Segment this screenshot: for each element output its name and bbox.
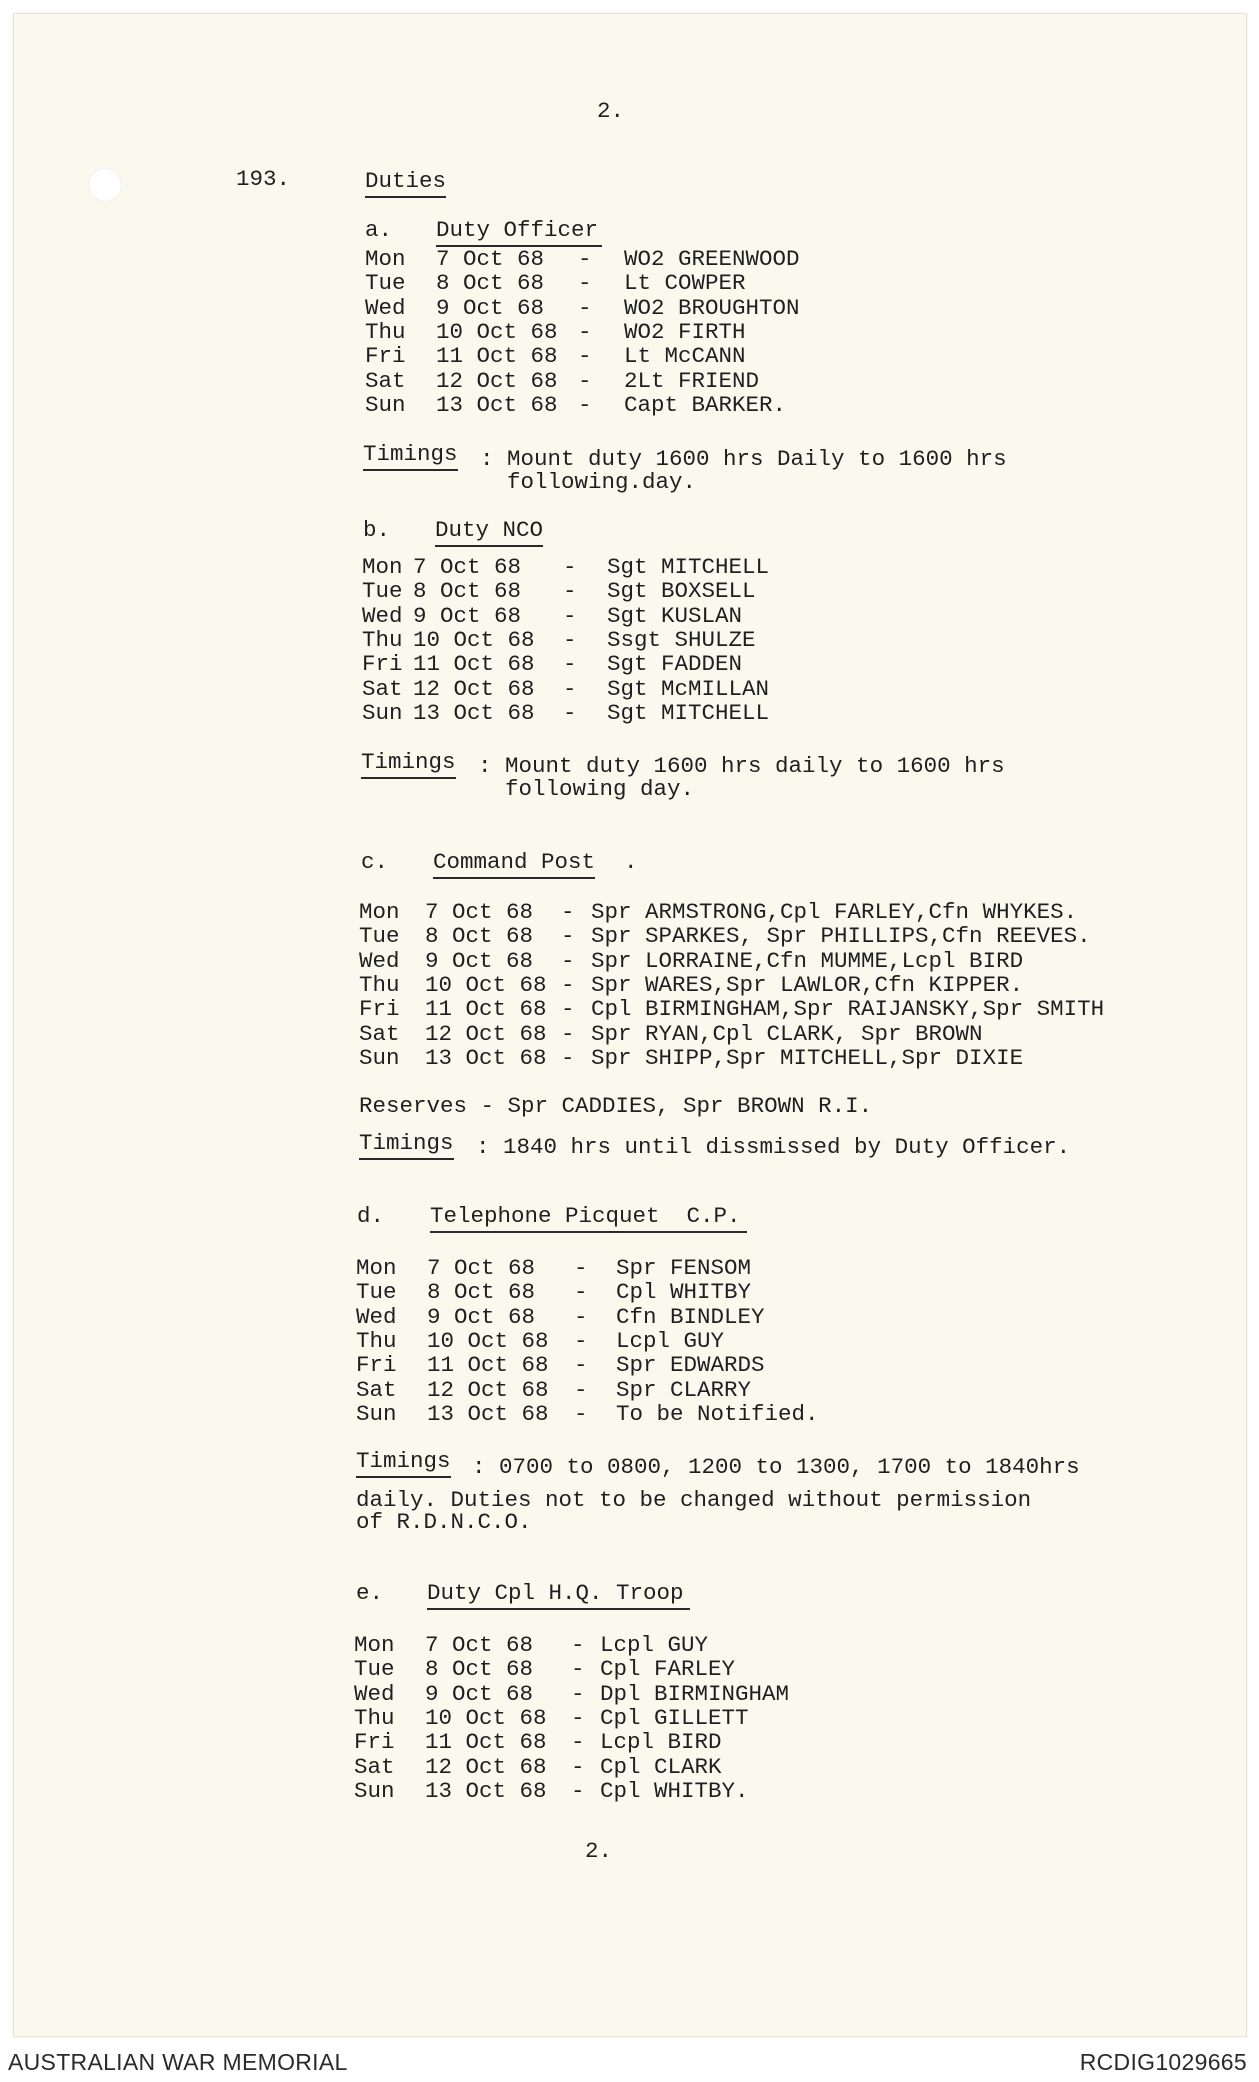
- roster-name: To be Notified.: [616, 1400, 819, 1427]
- roster-dash: -: [561, 899, 575, 925]
- roster-row: [0, 1376, 1259, 1403]
- roster-day: Fri: [362, 651, 403, 678]
- roster-row: [0, 1658, 1259, 1682]
- roster-date: 10 Oct 68: [425, 971, 547, 998]
- roster-name: Ssgt SHULZE: [607, 626, 756, 653]
- page-number-bottom: 2.: [585, 1838, 613, 1864]
- roster-dash: -: [571, 1753, 585, 1780]
- roster-row: [0, 925, 1259, 949]
- roster-name: Capt BARKER.: [624, 391, 787, 418]
- roster-name: Spr FENSOM: [616, 1255, 752, 1281]
- roster-day: Tue: [362, 578, 403, 605]
- roster-row: [0, 1303, 1259, 1330]
- roster-row: [0, 1020, 1259, 1047]
- roster-name: Spr SPARKES, Spr PHILLIPS,Cfn REEVES.: [591, 923, 1091, 950]
- section-c-letter: c.: [361, 849, 389, 875]
- section-b-timings-line2: following day.: [505, 776, 695, 802]
- roster-row: [0, 901, 1259, 925]
- section-c-title: Command Post: [433, 851, 595, 879]
- roster-date: 7 Oct 68: [413, 554, 522, 580]
- roster-day: Sun: [356, 1400, 397, 1427]
- paragraph-title: Duties: [365, 170, 446, 198]
- section-c-timings-line1: : 1840 hrs until dissmissed by Duty Officer.: [476, 1134, 1071, 1160]
- roster-name: Lt McCANN: [624, 343, 746, 370]
- roster-row: [0, 1731, 1259, 1755]
- roster-name: Spr LORRAINE,Cfn MUMME,Lcpl BIRD: [591, 947, 1024, 974]
- roster-name: Sgt MITCHELL: [607, 699, 770, 726]
- roster-name: Dpl BIRMINGHAM: [600, 1680, 790, 1707]
- section-d-timings-line1: : 0700 to 0800, 1200 to 1300, 1700 to 1840hrs: [472, 1454, 1080, 1480]
- roster-day: Thu: [365, 318, 406, 345]
- roster-name: Sgt McMILLAN: [607, 675, 770, 702]
- section-b-title: Duty NCO: [435, 519, 543, 547]
- roster-dash: -: [574, 1255, 588, 1281]
- roster-name: Sgt BOXSELL: [607, 578, 756, 605]
- roster-date: 10 Oct 68: [413, 626, 535, 653]
- roster-date: 7 Oct 68: [425, 1632, 534, 1658]
- roster-day: Mon: [356, 1255, 397, 1281]
- roster-day: Sat: [359, 1020, 400, 1047]
- roster-day: Tue: [354, 1656, 395, 1683]
- roster-date: 13 Oct 68: [436, 391, 558, 418]
- roster-day: Wed: [365, 294, 406, 321]
- roster-dash: -: [563, 651, 577, 678]
- roster-row: [0, 580, 1259, 604]
- section-d-letter: d.: [357, 1203, 385, 1229]
- roster-dash: -: [578, 270, 592, 297]
- roster-row: [0, 1753, 1259, 1780]
- roster-date: 12 Oct 68: [427, 1376, 549, 1403]
- roster-name: Cpl CLARK: [600, 1753, 722, 1780]
- roster-dash: -: [574, 1327, 588, 1354]
- roster-day: Wed: [362, 602, 403, 629]
- roster-name: WO2 FIRTH: [624, 318, 746, 345]
- roster-dash: -: [574, 1352, 588, 1379]
- roster-dash: -: [561, 947, 575, 974]
- section-b-timings-label: Timings: [361, 751, 456, 779]
- roster-date: 9 Oct 68: [425, 947, 534, 974]
- section-d-title: Telephone Picquet C.P.: [430, 1205, 747, 1233]
- roster-name: WO2 BROUGHTON: [624, 294, 800, 321]
- roster-date: 8 Oct 68: [427, 1279, 536, 1306]
- roster-date: 7 Oct 68: [427, 1255, 536, 1281]
- roster-name: Cpl BIRMINGHAM,Spr RAIJANSKY,Spr SMITH: [591, 996, 1105, 1023]
- roster-day: Fri: [354, 1729, 395, 1756]
- roster-dash: -: [574, 1376, 588, 1403]
- section-a-timings-line2: following.day.: [507, 469, 697, 495]
- roster-dash: -: [563, 554, 577, 580]
- roster-date: 9 Oct 68: [413, 602, 522, 629]
- roster-name: Spr EDWARDS: [616, 1352, 765, 1379]
- archive-id-label: RCDIG1029665: [1079, 2049, 1247, 2075]
- section-c-reserves: Reserves - Spr CADDIES, Spr BROWN R.I.: [359, 1093, 873, 1119]
- roster-date: 11 Oct 68: [425, 996, 547, 1023]
- roster-row: [0, 653, 1259, 677]
- roster-name: Cpl GILLETT: [600, 1704, 749, 1731]
- roster-day: Thu: [362, 626, 403, 653]
- roster-dash: -: [561, 971, 575, 998]
- roster-date: 12 Oct 68: [425, 1020, 547, 1047]
- roster-dash: -: [571, 1680, 585, 1707]
- roster-date: 12 Oct 68: [425, 1753, 547, 1780]
- section-e-title: Duty Cpl H.Q. Troop: [427, 1582, 690, 1610]
- roster-name: WO2 GREENWOOD: [624, 246, 800, 272]
- roster-dash: -: [571, 1729, 585, 1756]
- roster-date: 11 Oct 68: [425, 1729, 547, 1756]
- roster-date: 11 Oct 68: [436, 343, 558, 370]
- roster-day: Sun: [359, 1044, 400, 1071]
- roster-row: [0, 675, 1259, 702]
- roster-date: 11 Oct 68: [413, 651, 535, 678]
- roster-name: Sgt MITCHELL: [607, 554, 770, 580]
- section-d-timings-line2: daily. Duties not to be changed without permission: [356, 1487, 1032, 1513]
- roster-dash: -: [563, 699, 577, 726]
- roster-day: Sat: [365, 367, 406, 394]
- roster-dash: -: [578, 367, 592, 394]
- roster-row: [0, 248, 1259, 272]
- roster-name: Spr CLARRY: [616, 1376, 752, 1403]
- roster-day: Fri: [365, 343, 406, 370]
- roster-row: [0, 1044, 1259, 1071]
- roster-date: 13 Oct 68: [427, 1400, 549, 1427]
- roster-name: Sgt KUSLAN: [607, 602, 743, 629]
- roster-dash: -: [571, 1704, 585, 1731]
- roster-day: Sun: [362, 699, 403, 726]
- roster-day: Wed: [354, 1680, 395, 1707]
- roster-day: Mon: [354, 1632, 395, 1658]
- roster-dash: -: [563, 675, 577, 702]
- roster-row: [0, 602, 1259, 629]
- roster-dash: -: [578, 391, 592, 418]
- roster-date: 10 Oct 68: [425, 1704, 547, 1731]
- roster-date: 10 Oct 68: [436, 318, 558, 345]
- roster-row: [0, 1704, 1259, 1731]
- roster-date: 8 Oct 68: [436, 270, 545, 297]
- roster-dash: -: [574, 1279, 588, 1306]
- roster-day: Fri: [359, 996, 400, 1023]
- roster-name: Lcpl BIRD: [600, 1729, 722, 1756]
- roster-day: Fri: [356, 1352, 397, 1379]
- section-a-letter: a.: [365, 217, 393, 243]
- roster-dash: -: [578, 343, 592, 370]
- section-d-timings-label: Timings: [356, 1450, 451, 1478]
- roster-day: Mon: [359, 899, 400, 925]
- section-e-letter: e.: [356, 1580, 384, 1606]
- roster-date: 8 Oct 68: [425, 1656, 534, 1683]
- roster-name: Lcpl GUY: [600, 1632, 709, 1658]
- roster-row: [0, 1400, 1259, 1427]
- roster-day: Wed: [356, 1303, 397, 1330]
- roster-day: Mon: [365, 246, 406, 272]
- roster-row: [0, 272, 1259, 296]
- roster-row: [0, 367, 1259, 394]
- roster-dash: -: [563, 626, 577, 653]
- roster-name: Spr SHIPP,Spr MITCHELL,Spr DIXIE: [591, 1044, 1024, 1071]
- roster-name: Lt COWPER: [624, 270, 746, 297]
- roster-name: Spr ARMSTRONG,Cpl FARLEY,Cfn WHYKES.: [591, 899, 1078, 925]
- roster-name: Lcpl GUY: [616, 1327, 725, 1354]
- roster-dash: -: [563, 578, 577, 605]
- roster-date: 7 Oct 68: [436, 246, 545, 272]
- section-b-letter: b.: [363, 517, 391, 543]
- roster-date: 9 Oct 68: [427, 1303, 536, 1330]
- roster-dash: -: [563, 602, 577, 629]
- roster-row: [0, 1777, 1259, 1804]
- roster-date: 9 Oct 68: [425, 1680, 534, 1707]
- section-c-title-suffix: .: [624, 849, 638, 875]
- roster-row: [0, 1327, 1259, 1354]
- roster-date: 11 Oct 68: [427, 1352, 549, 1379]
- roster-day: Sun: [354, 1777, 395, 1804]
- roster-name: Cpl WHITBY: [616, 1279, 752, 1306]
- roster-dash: -: [574, 1303, 588, 1330]
- roster-name: Cpl FARLEY: [600, 1656, 736, 1683]
- roster-day: Tue: [356, 1279, 397, 1306]
- roster-dash: -: [574, 1400, 588, 1427]
- section-d-timings-line3: of R.D.N.C.O.: [356, 1509, 532, 1535]
- roster-day: Sat: [354, 1753, 395, 1780]
- roster-row: [0, 556, 1259, 580]
- roster-dash: -: [561, 996, 575, 1023]
- roster-dash: -: [561, 923, 575, 950]
- roster-row: [0, 1634, 1259, 1658]
- roster-dash: -: [571, 1656, 585, 1683]
- roster-row: [0, 1281, 1259, 1305]
- roster-name: Cpl WHITBY.: [600, 1777, 749, 1804]
- roster-row: [0, 626, 1259, 653]
- roster-day: Thu: [356, 1327, 397, 1354]
- roster-name: 2Lt FRIEND: [624, 367, 760, 394]
- roster-row: [0, 391, 1259, 418]
- roster-row: [0, 345, 1259, 369]
- roster-date: 13 Oct 68: [425, 1044, 547, 1071]
- section-a-title: Duty Officer: [436, 219, 602, 247]
- roster-dash: -: [561, 1020, 575, 1047]
- roster-name: Sgt FADDEN: [607, 651, 743, 678]
- paragraph-number: 193.: [236, 166, 291, 192]
- roster-day: Thu: [354, 1704, 395, 1731]
- roster-dash: -: [578, 294, 592, 321]
- roster-day: Wed: [359, 947, 400, 974]
- roster-date: 12 Oct 68: [413, 675, 535, 702]
- page-number-top: 2.: [597, 98, 625, 124]
- roster-day: Thu: [359, 971, 400, 998]
- roster-row: [0, 699, 1259, 726]
- roster-row: [0, 971, 1259, 998]
- roster-row: [0, 1257, 1259, 1281]
- roster-date: 12 Oct 68: [436, 367, 558, 394]
- archive-source-label: AUSTRALIAN WAR MEMORIAL: [8, 2049, 348, 2075]
- roster-date: 8 Oct 68: [413, 578, 522, 605]
- roster-day: Sat: [356, 1376, 397, 1403]
- section-b-timings-line1: : Mount duty 1600 hrs daily to 1600 hrs: [478, 753, 1005, 779]
- punch-hole: [88, 168, 122, 202]
- roster-dash: -: [578, 318, 592, 345]
- roster-day: Sun: [365, 391, 406, 418]
- roster-name: Spr RYAN,Cpl CLARK, Spr BROWN: [591, 1020, 983, 1047]
- roster-date: 9 Oct 68: [436, 294, 545, 321]
- roster-row: [0, 1354, 1259, 1378]
- roster-name: Spr WARES,Spr LAWLOR,Cfn KIPPER.: [591, 971, 1024, 998]
- roster-row: [0, 318, 1259, 345]
- roster-dash: -: [571, 1777, 585, 1804]
- roster-row: [0, 1680, 1259, 1707]
- roster-date: 10 Oct 68: [427, 1327, 549, 1354]
- roster-dash: -: [571, 1632, 585, 1658]
- roster-day: Mon: [362, 554, 403, 580]
- roster-day: Sat: [362, 675, 403, 702]
- section-a-timings-line1: : Mount duty 1600 hrs Daily to 1600 hrs: [480, 446, 1007, 472]
- roster-name: Cfn BINDLEY: [616, 1303, 765, 1330]
- roster-date: 7 Oct 68: [425, 899, 534, 925]
- roster-day: Tue: [365, 270, 406, 297]
- roster-row: [0, 947, 1259, 974]
- roster-dash: -: [561, 1044, 575, 1071]
- roster-dash: -: [578, 246, 592, 272]
- roster-date: 8 Oct 68: [425, 923, 534, 950]
- roster-date: 13 Oct 68: [425, 1777, 547, 1804]
- section-a-timings-label: Timings: [363, 443, 458, 471]
- section-c-timings-label: Timings: [359, 1132, 454, 1160]
- roster-date: 13 Oct 68: [413, 699, 535, 726]
- roster-day: Tue: [359, 923, 400, 950]
- roster-row: [0, 294, 1259, 321]
- roster-row: [0, 998, 1259, 1022]
